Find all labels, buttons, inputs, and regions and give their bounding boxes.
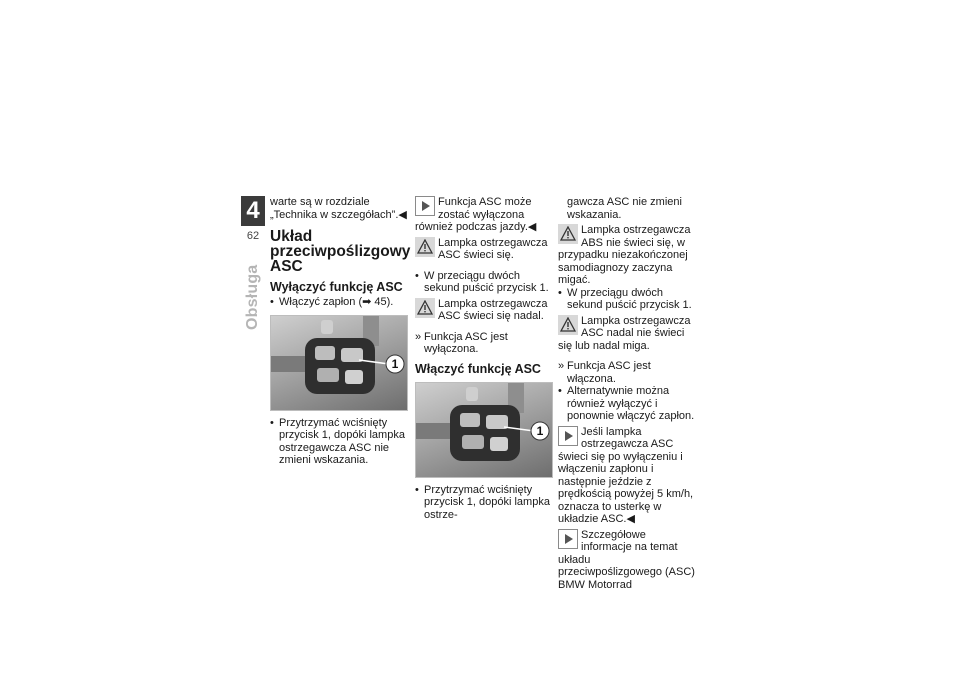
info-note — [415, 196, 553, 234]
info-note-text: Szczegółowe informacje na temat układu przeciwpoślizgowego (ASC) BMW Motorrad — [558, 528, 695, 591]
info-note-text: Funkcja ASC może zostać wyłączona również podczas jazdy.◀ — [415, 196, 537, 233]
column-2 — [415, 196, 553, 521]
handlebar-photo — [415, 382, 553, 478]
chapter-number: 4 — [241, 196, 265, 226]
warning-light-text: Lampka ostrzegawcza ASC nadal nie świeci się lub nadal miga. — [558, 314, 691, 352]
result-asc-off: » Funkcja ASC jest wyłączona. — [415, 331, 553, 356]
warning-light-text: Lampka ostrzegawcza ASC świeci się. — [438, 236, 548, 261]
subsection-title-enable-asc: Włączyć funkcję ASC — [415, 361, 541, 376]
section-label: Obsługa — [244, 264, 261, 330]
warning-light-text: Lampka ostrzegawcza ASC świeci się nadal. — [438, 297, 548, 322]
warning-light-note — [415, 298, 553, 323]
warning-light-icon — [415, 237, 435, 257]
step-hold-button: • Przytrzymać wciśnięty przycisk 1, dopóki lampka ostrzegawcza ASC nie zmieni wskazania. — [270, 417, 408, 467]
photo-callout-label: 1 — [536, 423, 544, 438]
page-number: 62 — [246, 230, 260, 242]
warning-light-note — [558, 315, 696, 353]
warning-light-text: Lampka ostrzegawcza ABS nie świeci się, w przypadku niezakończonej samodiagnozy zaczyna migać. — [558, 224, 691, 286]
result-asc-on: » Funkcja ASC jest włączona. — [558, 360, 696, 385]
info-play-icon — [558, 426, 578, 446]
step-release-button: • W przeciągu dwóch sekund puścić przycisk 1. — [558, 287, 696, 312]
step-hold-button: • Przytrzymać wciśnięty przycisk 1, dopóki lampka ostrze- — [415, 484, 553, 522]
warning-light-icon — [558, 224, 578, 244]
warning-light-icon — [558, 315, 578, 335]
subsection-title-disable-asc: Wyłączyć funkcję ASC — [270, 280, 403, 294]
intro-text: warte są w rozdziale „Technika w szczegółach”.◀ — [270, 196, 407, 221]
step-alternative: • Alternatywnie można również wyłączyć i ponownie włączyć zapłon. — [558, 385, 696, 423]
warning-light-icon — [415, 298, 435, 318]
info-note-text: Jeśli lampka ostrzegawcza ASC świeci się po wyłączeniu i włączeniu zapłonu i następnie jeździe z prędkością powyżej 5 km/h, oznacza to usterkę w układzie ASC.◀ — [558, 425, 694, 525]
info-play-icon — [415, 196, 435, 216]
column-3 — [558, 196, 696, 591]
step-release-button: • W przeciągu dwóch sekund puścić przycisk 1. — [415, 270, 553, 295]
column-1 — [270, 196, 411, 467]
handlebar-photo — [270, 315, 408, 411]
warning-light-note — [415, 237, 553, 262]
info-note — [558, 529, 696, 592]
step-ignition-on: • Włączyć zapłon (➡ 45). — [270, 296, 408, 309]
chapter-sidebar — [241, 196, 265, 242]
warning-light-note — [558, 224, 696, 287]
photo-callout-label: 1 — [391, 356, 399, 371]
continued-text: gawcza ASC nie zmieni wskazania. — [567, 196, 682, 221]
info-note — [558, 426, 696, 526]
section-title: Układ przeciwpoślizgowy ASC — [270, 228, 411, 275]
info-play-icon — [558, 529, 578, 549]
